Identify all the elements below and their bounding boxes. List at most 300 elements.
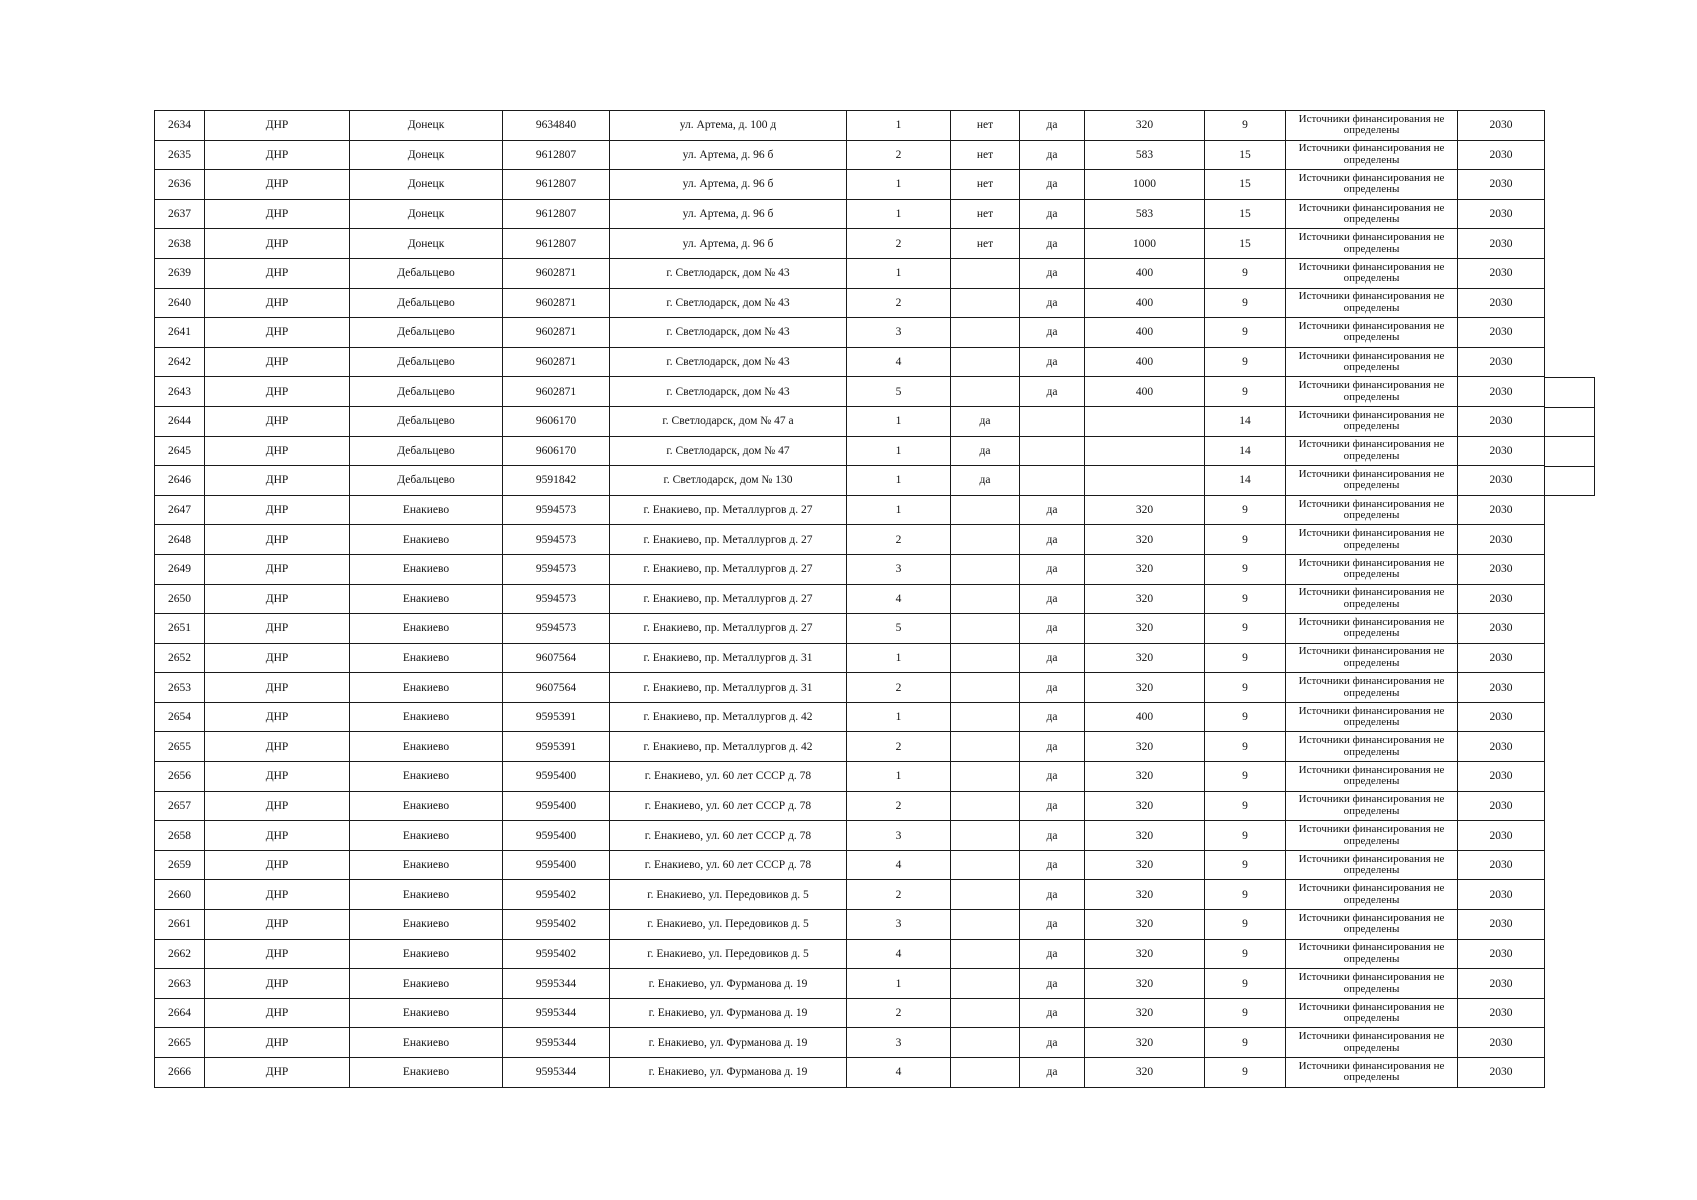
cell-term: 14: [1205, 436, 1286, 466]
table-row: [155, 140, 1545, 170]
cell-address: г. Енакиево, ул. 60 лет СССР д. 78: [610, 791, 847, 821]
table-row: [155, 111, 1545, 141]
cell-entrance-number: 4: [847, 1058, 951, 1088]
cell-region: ДНР: [205, 140, 350, 170]
cell-term: 9: [1205, 732, 1286, 762]
cell-municipality: Енакиево: [350, 673, 503, 703]
cell-flag-a: [951, 495, 1020, 525]
cell-region: ДНР: [205, 910, 350, 940]
cell-region: ДНР: [205, 821, 350, 851]
cell-entrance-number: 5: [847, 614, 951, 644]
cell-municipality: Дебальцево: [350, 258, 503, 288]
cell-entrance-number: 1: [847, 258, 951, 288]
cell-address: г. Енакиево, ул. Фурманова д. 19: [610, 998, 847, 1028]
cell-quantity: 320: [1085, 584, 1205, 614]
cell-address: г. Светлодарск, дом № 43: [610, 288, 847, 318]
cell-municipality: Енакиево: [350, 1058, 503, 1088]
cell-quantity: 320: [1085, 910, 1205, 940]
cell-row-number: 2634: [155, 111, 205, 141]
cell-flag-b: [1020, 436, 1085, 466]
cell-flag-b: да: [1020, 170, 1085, 200]
cell-entrance-number: 4: [847, 347, 951, 377]
cell-year: 2030: [1458, 318, 1545, 348]
cell-flag-b: да: [1020, 288, 1085, 318]
cell-region: ДНР: [205, 969, 350, 999]
cell-flag-a: нет: [951, 229, 1020, 259]
cell-quantity: 320: [1085, 939, 1205, 969]
cell-funding-source: Источники финансирования не определены: [1286, 614, 1458, 644]
cell-entrance-number: 1: [847, 762, 951, 792]
cell-municipality: Енакиево: [350, 554, 503, 584]
cell-flag-b: да: [1020, 318, 1085, 348]
cell-year: 2030: [1458, 436, 1545, 466]
cell-building-id: 9606170: [503, 436, 610, 466]
cell-funding-source: Источники финансирования не определены: [1286, 406, 1458, 436]
cell-funding-source: Источники финансирования не определены: [1286, 998, 1458, 1028]
cell-row-number: 2652: [155, 643, 205, 673]
cell-term: 9: [1205, 939, 1286, 969]
cell-year: 2030: [1458, 406, 1545, 436]
cell-year: 2030: [1458, 199, 1545, 229]
cell-row-number: 2654: [155, 702, 205, 732]
cell-region: ДНР: [205, 466, 350, 496]
cell-quantity: 1000: [1085, 229, 1205, 259]
cell-quantity: 320: [1085, 791, 1205, 821]
cell-address: г. Светлодарск, дом № 47: [610, 436, 847, 466]
cell-flag-b: да: [1020, 939, 1085, 969]
cell-address: г. Енакиево, ул. Фурманова д. 19: [610, 969, 847, 999]
cell-year: 2030: [1458, 614, 1545, 644]
cell-entrance-number: 2: [847, 673, 951, 703]
cell-row-number: 2644: [155, 406, 205, 436]
extra-cell: [1545, 466, 1595, 496]
cell-quantity: 320: [1085, 495, 1205, 525]
cell-term: 9: [1205, 1028, 1286, 1058]
cell-row-number: 2659: [155, 850, 205, 880]
cell-flag-a: [951, 880, 1020, 910]
cell-flag-b: да: [1020, 969, 1085, 999]
cell-term: 9: [1205, 1058, 1286, 1088]
cell-flag-a: [951, 614, 1020, 644]
cell-row-number: 2638: [155, 229, 205, 259]
cell-funding-source: Источники финансирования не определены: [1286, 318, 1458, 348]
extra-cell-row: [1545, 437, 1595, 467]
cell-funding-source: Источники финансирования не определены: [1286, 762, 1458, 792]
cell-row-number: 2655: [155, 732, 205, 762]
cell-flag-b: да: [1020, 821, 1085, 851]
cell-entrance-number: 3: [847, 554, 951, 584]
cell-quantity: 320: [1085, 673, 1205, 703]
cell-address: г. Светлодарск, дом № 43: [610, 318, 847, 348]
cell-year: 2030: [1458, 969, 1545, 999]
table-row: [155, 199, 1545, 229]
table-row: [155, 170, 1545, 200]
cell-address: г. Енакиево, ул. Передовиков д. 5: [610, 939, 847, 969]
cell-term: 15: [1205, 229, 1286, 259]
cell-funding-source: Источники финансирования не определены: [1286, 554, 1458, 584]
cell-entrance-number: 1: [847, 199, 951, 229]
cell-flag-a: [951, 525, 1020, 555]
cell-row-number: 2648: [155, 525, 205, 555]
cell-building-id: 9595344: [503, 1028, 610, 1058]
cell-term: 9: [1205, 643, 1286, 673]
cell-municipality: Енакиево: [350, 1028, 503, 1058]
cell-building-id: 9612807: [503, 229, 610, 259]
table-row: [155, 673, 1545, 703]
cell-quantity: 320: [1085, 643, 1205, 673]
table-row: [155, 643, 1545, 673]
cell-row-number: 2637: [155, 199, 205, 229]
cell-building-id: 9595344: [503, 1058, 610, 1088]
cell-municipality: Енакиево: [350, 880, 503, 910]
table-row: [155, 614, 1545, 644]
table-row: [155, 229, 1545, 259]
table-row: [155, 258, 1545, 288]
cell-flag-a: [951, 554, 1020, 584]
cell-term: 14: [1205, 466, 1286, 496]
cell-flag-b: да: [1020, 850, 1085, 880]
cell-row-number: 2666: [155, 1058, 205, 1088]
extra-column-fragment: [1544, 377, 1595, 496]
cell-row-number: 2635: [155, 140, 205, 170]
cell-funding-source: Источники финансирования не определены: [1286, 880, 1458, 910]
cell-flag-b: да: [1020, 643, 1085, 673]
cell-row-number: 2657: [155, 791, 205, 821]
cell-quantity: 320: [1085, 850, 1205, 880]
cell-address: г. Светлодарск, дом № 43: [610, 347, 847, 377]
cell-year: 2030: [1458, 702, 1545, 732]
cell-quantity: 320: [1085, 525, 1205, 555]
cell-term: 9: [1205, 525, 1286, 555]
cell-funding-source: Источники финансирования не определены: [1286, 377, 1458, 407]
cell-row-number: 2636: [155, 170, 205, 200]
cell-flag-a: да: [951, 466, 1020, 496]
cell-year: 2030: [1458, 288, 1545, 318]
cell-address: г. Енакиево, ул. 60 лет СССР д. 78: [610, 762, 847, 792]
cell-address: г. Енакиево, пр. Металлургов д. 27: [610, 584, 847, 614]
cell-municipality: Донецк: [350, 170, 503, 200]
cell-building-id: 9594573: [503, 495, 610, 525]
cell-term: 9: [1205, 495, 1286, 525]
cell-address: г. Светлодарск, дом № 43: [610, 258, 847, 288]
cell-quantity: 320: [1085, 880, 1205, 910]
table-row: [155, 495, 1545, 525]
cell-entrance-number: 1: [847, 436, 951, 466]
cell-building-id: 9612807: [503, 199, 610, 229]
cell-region: ДНР: [205, 1028, 350, 1058]
cell-flag-b: да: [1020, 258, 1085, 288]
cell-flag-b: да: [1020, 199, 1085, 229]
cell-year: 2030: [1458, 584, 1545, 614]
cell-flag-a: [951, 1028, 1020, 1058]
cell-address: г. Светлодарск, дом № 130: [610, 466, 847, 496]
cell-flag-a: да: [951, 406, 1020, 436]
cell-region: ДНР: [205, 880, 350, 910]
cell-flag-a: [951, 998, 1020, 1028]
cell-funding-source: Источники финансирования не определены: [1286, 732, 1458, 762]
cell-building-id: 9595344: [503, 998, 610, 1028]
cell-quantity: 583: [1085, 140, 1205, 170]
cell-entrance-number: 4: [847, 584, 951, 614]
cell-address: г. Енакиево, ул. Фурманова д. 19: [610, 1058, 847, 1088]
cell-region: ДНР: [205, 850, 350, 880]
table-row: [155, 377, 1545, 407]
cell-region: ДНР: [205, 673, 350, 703]
cell-flag-b: да: [1020, 584, 1085, 614]
cell-year: 2030: [1458, 998, 1545, 1028]
cell-row-number: 2664: [155, 998, 205, 1028]
cell-term: 15: [1205, 199, 1286, 229]
cell-funding-source: Источники финансирования не определены: [1286, 170, 1458, 200]
cell-year: 2030: [1458, 910, 1545, 940]
cell-building-id: 9595400: [503, 791, 610, 821]
cell-municipality: Енакиево: [350, 998, 503, 1028]
cell-term: 15: [1205, 170, 1286, 200]
cell-region: ДНР: [205, 791, 350, 821]
cell-region: ДНР: [205, 554, 350, 584]
cell-region: ДНР: [205, 643, 350, 673]
cell-entrance-number: 2: [847, 791, 951, 821]
cell-quantity: 320: [1085, 762, 1205, 792]
cell-flag-b: да: [1020, 140, 1085, 170]
cell-term: 9: [1205, 673, 1286, 703]
cell-quantity: [1085, 436, 1205, 466]
cell-building-id: 9612807: [503, 170, 610, 200]
cell-funding-source: Источники финансирования не определены: [1286, 939, 1458, 969]
cell-flag-a: [951, 791, 1020, 821]
cell-municipality: Дебальцево: [350, 406, 503, 436]
cell-municipality: Донецк: [350, 111, 503, 141]
cell-funding-source: Источники финансирования не определены: [1286, 258, 1458, 288]
cell-quantity: [1085, 406, 1205, 436]
table-row: [155, 998, 1545, 1028]
cell-flag-a: [951, 347, 1020, 377]
cell-entrance-number: 3: [847, 1028, 951, 1058]
cell-address: г. Енакиево, пр. Металлургов д. 27: [610, 554, 847, 584]
cell-entrance-number: 1: [847, 702, 951, 732]
cell-term: 9: [1205, 554, 1286, 584]
cell-flag-b: да: [1020, 377, 1085, 407]
cell-municipality: Енакиево: [350, 584, 503, 614]
cell-address: г. Енакиево, ул. Передовиков д. 5: [610, 910, 847, 940]
cell-flag-b: да: [1020, 732, 1085, 762]
cell-entrance-number: 2: [847, 732, 951, 762]
cell-flag-b: да: [1020, 998, 1085, 1028]
cell-flag-b: да: [1020, 229, 1085, 259]
cell-entrance-number: 3: [847, 821, 951, 851]
cell-flag-a: нет: [951, 111, 1020, 141]
cell-building-id: 9595400: [503, 762, 610, 792]
table-row: [155, 525, 1545, 555]
cell-quantity: 320: [1085, 614, 1205, 644]
cell-municipality: Донецк: [350, 140, 503, 170]
cell-quantity: 400: [1085, 702, 1205, 732]
cell-funding-source: Источники финансирования не определены: [1286, 821, 1458, 851]
cell-year: 2030: [1458, 170, 1545, 200]
cell-funding-source: Источники финансирования не определены: [1286, 288, 1458, 318]
cell-region: ДНР: [205, 939, 350, 969]
cell-quantity: 400: [1085, 377, 1205, 407]
cell-quantity: 320: [1085, 1058, 1205, 1088]
cell-building-id: 9594573: [503, 525, 610, 555]
cell-region: ДНР: [205, 229, 350, 259]
cell-term: 9: [1205, 377, 1286, 407]
cell-year: 2030: [1458, 140, 1545, 170]
cell-address: г. Светлодарск, дом № 43: [610, 377, 847, 407]
cell-row-number: 2641: [155, 318, 205, 348]
cell-region: ДНР: [205, 377, 350, 407]
cell-building-id: 9595391: [503, 732, 610, 762]
table-row: [155, 880, 1545, 910]
cell-year: 2030: [1458, 229, 1545, 259]
cell-flag-a: [951, 377, 1020, 407]
cell-address: г. Енакиево, пр. Металлургов д. 31: [610, 673, 847, 703]
cell-year: 2030: [1458, 111, 1545, 141]
cell-flag-a: нет: [951, 199, 1020, 229]
cell-funding-source: Источники финансирования не определены: [1286, 969, 1458, 999]
cell-municipality: Енакиево: [350, 732, 503, 762]
cell-entrance-number: 2: [847, 880, 951, 910]
cell-flag-a: [951, 584, 1020, 614]
cell-flag-a: [951, 969, 1020, 999]
cell-municipality: Енакиево: [350, 791, 503, 821]
cell-region: ДНР: [205, 258, 350, 288]
cell-entrance-number: 1: [847, 643, 951, 673]
cell-term: 9: [1205, 910, 1286, 940]
table-row: [155, 762, 1545, 792]
cell-funding-source: Источники финансирования не определены: [1286, 111, 1458, 141]
cell-region: ДНР: [205, 199, 350, 229]
cell-building-id: 9594573: [503, 554, 610, 584]
cell-address: г. Енакиево, ул. Передовиков д. 5: [610, 880, 847, 910]
cell-year: 2030: [1458, 643, 1545, 673]
cell-building-id: 9595402: [503, 939, 610, 969]
extra-cell: [1545, 437, 1595, 467]
table-row: [155, 466, 1545, 496]
cell-quantity: 320: [1085, 998, 1205, 1028]
cell-building-id: 9595402: [503, 910, 610, 940]
table-row: [155, 288, 1545, 318]
cell-entrance-number: 2: [847, 229, 951, 259]
cell-funding-source: Источники финансирования не определены: [1286, 495, 1458, 525]
cell-year: 2030: [1458, 821, 1545, 851]
cell-year: 2030: [1458, 880, 1545, 910]
cell-municipality: Донецк: [350, 229, 503, 259]
cell-term: 9: [1205, 347, 1286, 377]
cell-term: 9: [1205, 584, 1286, 614]
cell-entrance-number: 2: [847, 525, 951, 555]
cell-quantity: [1085, 466, 1205, 496]
cell-entrance-number: 1: [847, 406, 951, 436]
cell-region: ДНР: [205, 762, 350, 792]
cell-year: 2030: [1458, 762, 1545, 792]
cell-term: 9: [1205, 791, 1286, 821]
cell-building-id: 9602871: [503, 288, 610, 318]
cell-address: ул. Артема, д. 96 б: [610, 199, 847, 229]
cell-address: ул. Артема, д. 100 д: [610, 111, 847, 141]
cell-year: 2030: [1458, 525, 1545, 555]
cell-municipality: Енакиево: [350, 614, 503, 644]
cell-entrance-number: 2: [847, 288, 951, 318]
cell-building-id: 9591842: [503, 466, 610, 496]
cell-flag-b: да: [1020, 910, 1085, 940]
cell-row-number: 2645: [155, 436, 205, 466]
cell-term: 9: [1205, 969, 1286, 999]
cell-entrance-number: 4: [847, 850, 951, 880]
table-row: [155, 910, 1545, 940]
cell-quantity: 320: [1085, 111, 1205, 141]
cell-flag-b: [1020, 406, 1085, 436]
cell-row-number: 2663: [155, 969, 205, 999]
cell-entrance-number: 3: [847, 910, 951, 940]
cell-year: 2030: [1458, 1028, 1545, 1058]
cell-address: ул. Артема, д. 96 б: [610, 229, 847, 259]
cell-funding-source: Источники финансирования не определены: [1286, 791, 1458, 821]
extra-cell-row: [1545, 407, 1595, 437]
cell-term: 9: [1205, 850, 1286, 880]
cell-entrance-number: 2: [847, 140, 951, 170]
cell-flag-b: да: [1020, 880, 1085, 910]
cell-entrance-number: 2: [847, 998, 951, 1028]
cell-term: 9: [1205, 258, 1286, 288]
cell-row-number: 2643: [155, 377, 205, 407]
cell-entrance-number: 1: [847, 466, 951, 496]
cell-flag-a: [951, 732, 1020, 762]
table-row: [155, 584, 1545, 614]
table-row: [155, 702, 1545, 732]
cell-flag-a: нет: [951, 140, 1020, 170]
cell-municipality: Енакиево: [350, 762, 503, 792]
cell-entrance-number: 1: [847, 969, 951, 999]
cell-flag-b: да: [1020, 673, 1085, 703]
cell-term: 14: [1205, 406, 1286, 436]
cell-building-id: 9595400: [503, 821, 610, 851]
table-body: [155, 111, 1545, 1088]
cell-quantity: 320: [1085, 821, 1205, 851]
cell-region: ДНР: [205, 406, 350, 436]
cell-building-id: 9607564: [503, 673, 610, 703]
cell-row-number: 2665: [155, 1028, 205, 1058]
cell-year: 2030: [1458, 850, 1545, 880]
table-row: [155, 406, 1545, 436]
table-row: [155, 1058, 1545, 1088]
cell-funding-source: Источники финансирования не определены: [1286, 584, 1458, 614]
cell-building-id: 9595344: [503, 969, 610, 999]
cell-region: ДНР: [205, 111, 350, 141]
cell-region: ДНР: [205, 288, 350, 318]
cell-funding-source: Источники финансирования не определены: [1286, 347, 1458, 377]
cell-building-id: 9595402: [503, 880, 610, 910]
cell-year: 2030: [1458, 791, 1545, 821]
cell-flag-b: да: [1020, 525, 1085, 555]
cell-term: 9: [1205, 821, 1286, 851]
cell-flag-b: да: [1020, 762, 1085, 792]
cell-flag-b: да: [1020, 111, 1085, 141]
cell-address: г. Енакиево, пр. Металлургов д. 27: [610, 614, 847, 644]
cell-municipality: Енакиево: [350, 910, 503, 940]
cell-flag-a: нет: [951, 170, 1020, 200]
cell-municipality: Енакиево: [350, 821, 503, 851]
cell-address: ул. Артема, д. 96 б: [610, 140, 847, 170]
cell-flag-a: [951, 288, 1020, 318]
cell-flag-a: [951, 910, 1020, 940]
cell-row-number: 2651: [155, 614, 205, 644]
extra-cell: [1545, 407, 1595, 437]
cell-funding-source: Источники финансирования не определены: [1286, 910, 1458, 940]
cell-quantity: 400: [1085, 258, 1205, 288]
cell-flag-b: да: [1020, 347, 1085, 377]
cell-address: г. Енакиево, пр. Металлургов д. 42: [610, 702, 847, 732]
